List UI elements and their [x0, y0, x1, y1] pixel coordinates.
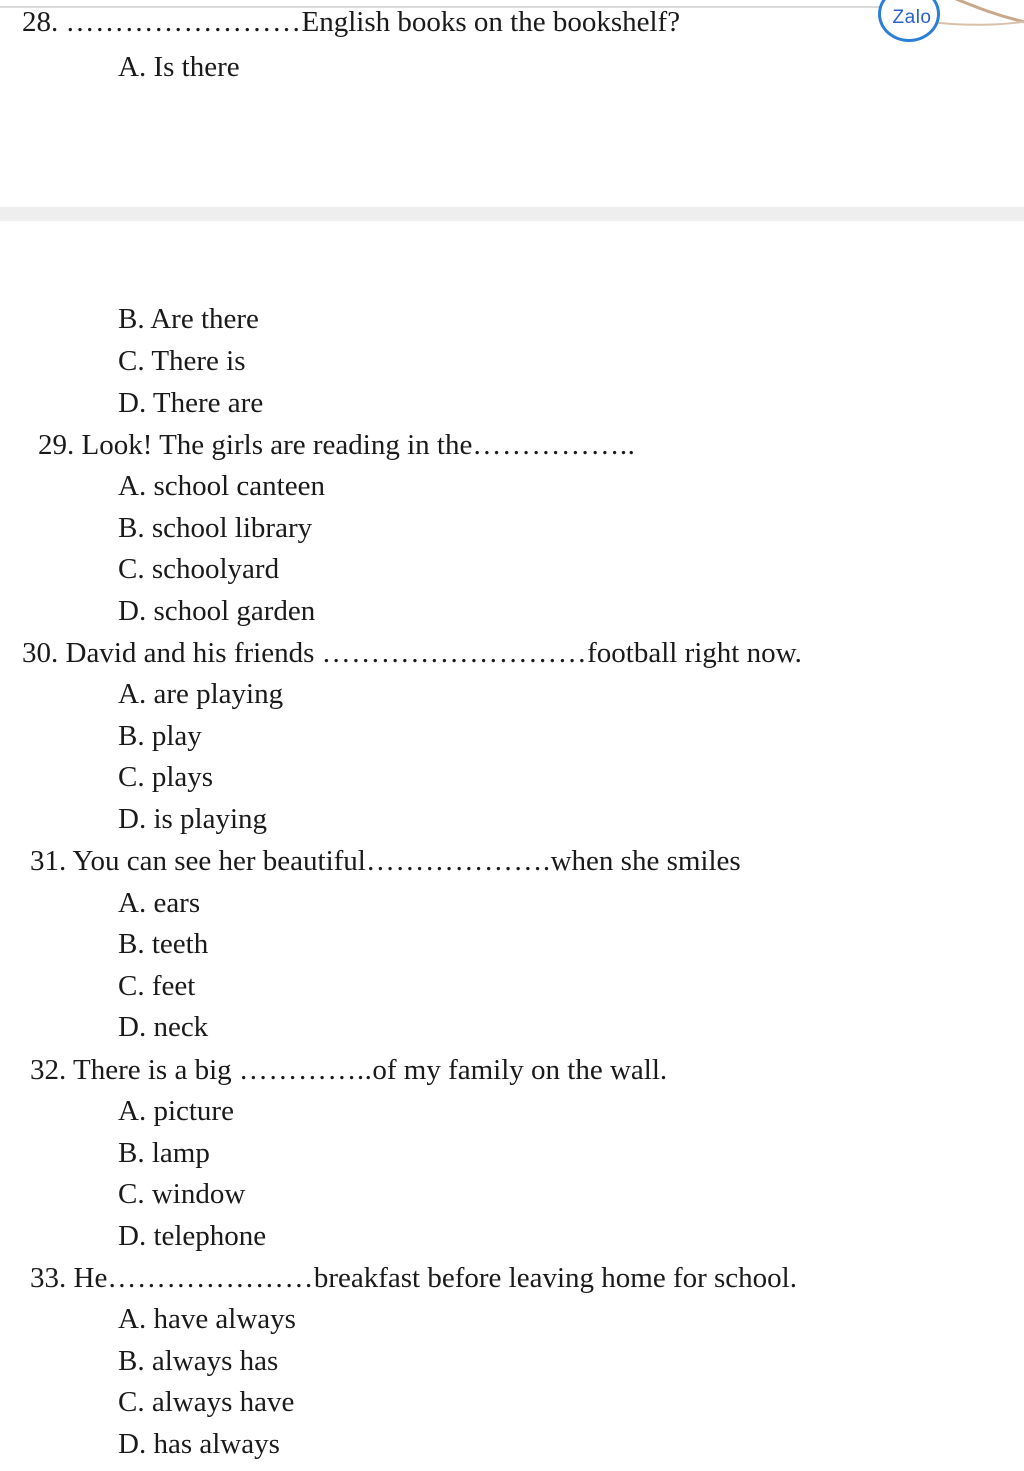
- question-31: [30, 844, 741, 878]
- option-b: B. teeth: [118, 928, 209, 960]
- question-number: 33.: [30, 1262, 67, 1294]
- option-a: A. picture: [118, 1095, 234, 1127]
- question-number: 32.: [30, 1054, 67, 1086]
- zalo-logo-text: Zalo: [892, 7, 932, 28]
- question-33: [30, 1261, 797, 1295]
- option-d: D. has always: [118, 1428, 280, 1460]
- question-text-before: Look! The girls are reading in the: [81, 429, 473, 461]
- option-c: C. always have: [118, 1386, 295, 1418]
- answer-blank: ……………..: [472, 429, 636, 461]
- option-b: B. Are there: [118, 303, 259, 335]
- answer-blank: ………………………: [321, 637, 588, 669]
- option-d: D. school garden: [118, 595, 316, 627]
- answer-blank: …………..: [238, 1054, 373, 1086]
- question-number: 29.: [38, 429, 75, 461]
- question-32: [30, 1053, 667, 1087]
- option-c: C. There is: [118, 345, 246, 377]
- option-c: C. plays: [118, 761, 214, 793]
- option-c: C. schoolyard: [118, 553, 280, 585]
- answer-blank: ……………………: [65, 6, 302, 38]
- option-b: B. always has: [118, 1345, 279, 1377]
- option-b: B. lamp: [118, 1137, 210, 1169]
- option-a: A. are playing: [118, 678, 284, 710]
- option-c: C. feet: [118, 970, 196, 1002]
- option-a: A. school canteen: [118, 470, 325, 502]
- question-text-after: breakfast before leaving home for school.: [313, 1262, 797, 1294]
- question-number: 28.: [22, 6, 59, 38]
- answer-blank: …………………: [107, 1262, 314, 1294]
- question-text-after: of my family on the wall.: [372, 1054, 668, 1086]
- option-d: D. neck: [118, 1011, 209, 1043]
- option-a: A. Is there: [118, 51, 240, 83]
- question-text-before: You can see her beautiful: [72, 845, 366, 877]
- option-d: D. There are: [118, 387, 264, 419]
- question-text-after: when she smiles: [550, 845, 741, 877]
- option-a: A. ears: [118, 887, 201, 919]
- question-number: 30.: [22, 637, 59, 669]
- question-28: [22, 5, 680, 39]
- option-a: A. have always: [118, 1303, 296, 1335]
- option-d: D. telephone: [118, 1220, 267, 1252]
- question-number: 31.: [30, 845, 67, 877]
- option-b: B. play: [118, 720, 202, 752]
- question-text-before: David and his friends: [65, 637, 322, 669]
- question-text-before: He: [73, 1262, 108, 1294]
- question-30: [22, 636, 802, 670]
- option-c: C. window: [118, 1178, 246, 1210]
- zalo-watermark: [874, 0, 1024, 52]
- answer-blank: ……………….: [365, 845, 551, 877]
- option-b: B. school library: [118, 512, 313, 544]
- question-text-before: There is a big: [72, 1054, 239, 1086]
- page-break-gap: [0, 207, 1024, 221]
- question-text-after: English books on the bookshelf?: [301, 6, 681, 38]
- question-text-after: football right now.: [587, 637, 802, 669]
- question-29: [38, 428, 635, 462]
- option-d: D. is playing: [118, 803, 268, 835]
